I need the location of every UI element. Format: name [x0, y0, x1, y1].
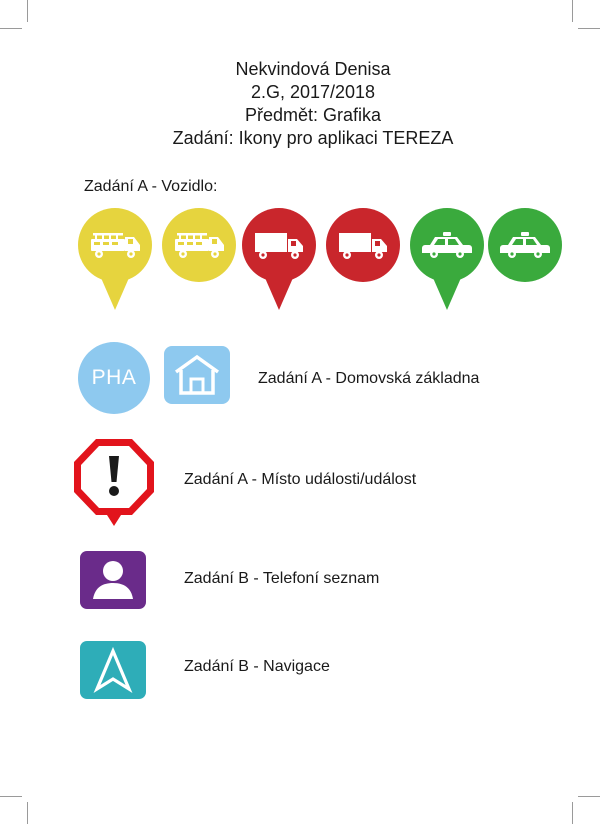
incident-warning-icon — [72, 436, 156, 528]
police-car-circle-icon — [488, 208, 562, 282]
fire-truck-icon — [87, 229, 143, 259]
crop-mark — [27, 802, 28, 824]
fire-truck-pin-icon — [78, 208, 152, 310]
crop-mark — [572, 0, 573, 22]
home-base-label: Zadání A - Domovská základna — [258, 370, 480, 387]
truck-pin-icon — [242, 208, 316, 310]
navigation-icon — [80, 641, 146, 699]
police-car-pin-icon — [410, 208, 484, 310]
crop-mark — [0, 796, 22, 797]
navigation-label: Zadání B - Navigace — [184, 658, 330, 675]
phonebook-icon — [80, 551, 146, 609]
truck-icon — [253, 230, 305, 260]
author-name: Nekvindová Denisa — [235, 59, 391, 79]
subject-line: Předmět: Grafika — [244, 105, 382, 125]
crop-mark — [578, 796, 600, 797]
house-icon — [164, 346, 230, 404]
document-header — [0, 58, 600, 150]
vehicle-section-title: Zadání A - Vozidlo: — [84, 178, 218, 195]
crop-mark — [578, 28, 600, 29]
police-car-icon — [499, 230, 551, 260]
truck-circle-icon — [326, 208, 400, 282]
phonebook-label: Zadání B - Telefoní seznam — [184, 570, 380, 587]
truck-icon — [337, 230, 389, 260]
home-base-house-icon — [164, 346, 230, 404]
incident-label: Zadání A - Místo události/událost — [184, 471, 417, 488]
police-car-icon — [421, 230, 473, 260]
crop-mark — [572, 802, 573, 824]
navigation-arrow-icon — [80, 641, 146, 699]
fire-truck-icon — [171, 229, 227, 259]
crop-mark — [27, 0, 28, 22]
class-year: 2.G, 2017/2018 — [250, 82, 376, 102]
person-icon — [80, 551, 146, 609]
home-base-pha-icon: PHA — [78, 342, 150, 414]
assignment-line: Zadání: Ikony pro aplikaci TEREZA — [172, 128, 454, 148]
fire-truck-circle-icon — [162, 208, 236, 282]
crop-mark — [0, 28, 22, 29]
